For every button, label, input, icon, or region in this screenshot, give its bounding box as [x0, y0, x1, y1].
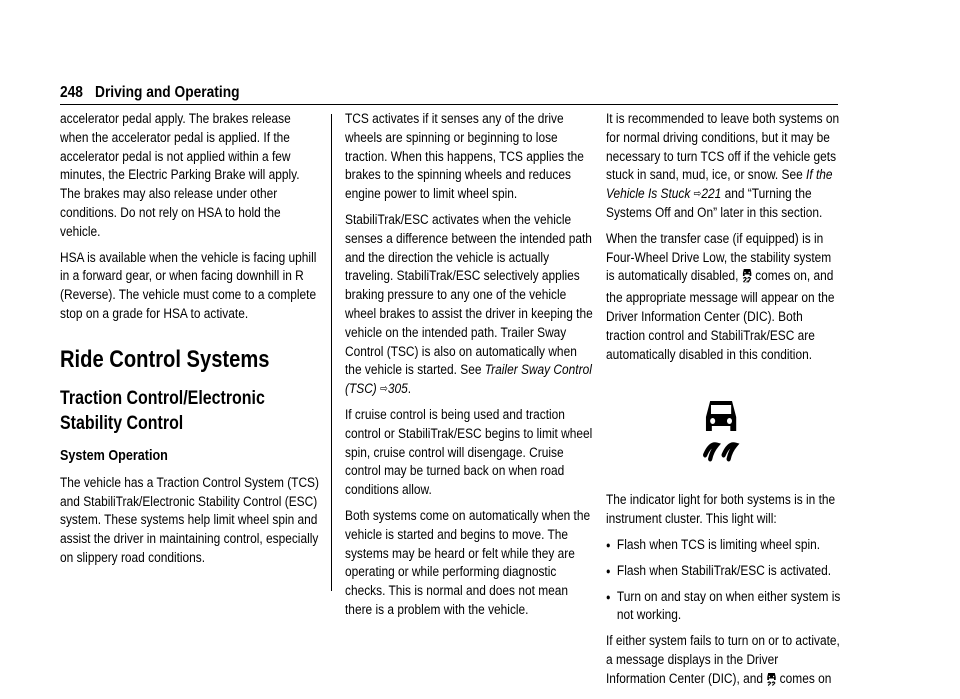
paragraph: Both systems come on automatically when the vehicle is started and begins to move. The systems may be heard or felt while they are operating or while performing diagnostic checks. This is normal and does not mean there is a problem with the vehicle.: [345, 507, 591, 618]
page-ref-number[interactable]: 221: [701, 186, 722, 203]
paragraph: TCS activates if it senses any of the drive wheels are spinning or beginning to lose traction. When this happens, TCS applies the brakes to the spinning wheels and reduces engine power to limit wheel spin.: [345, 111, 584, 203]
paragraph: When the transfer case (if equipped) is in Four-Wheel Drive Low, the stability system is automatically disabled, OFF comes on, and the appropriate message will appear on the Driver Information Center (DIC). Both traction control and StabiliTrak/ESC are automatically disabled in this condition.: [606, 230, 835, 363]
bullet-item: ● Flash when TCS is limiting wheel spin.: [606, 536, 840, 555]
paragraph: If either system fails to turn on or to activate, a message displays in the Driver Information Center (DIC), and comes on: [606, 632, 840, 691]
page-ref-arrow-icon: ⇨: [693, 188, 702, 201]
paragraph: The vehicle has a Traction Control System (TCS) and StabiliTrak/Electronic Stability Control (ESC) system. These systems help limit wheel spin and assist the driver in maintaining control, especially on slippery road conditions.: [60, 474, 319, 566]
traction-control-icon: [700, 397, 742, 463]
heading-traction-control: Traction Control/Electronic Stability Control: [60, 387, 265, 434]
page-header: [60, 84, 239, 102]
column-1: [60, 110, 322, 575]
page-number: 248: [60, 84, 83, 101]
page-ref-number[interactable]: 305: [387, 381, 408, 398]
page-ref-arrow-icon: ⇨: [380, 383, 388, 396]
traction-control-icon: [766, 672, 776, 692]
paragraph: The indicator light for both systems is in the instrument cluster. This light will:: [606, 492, 836, 528]
paragraph: If cruise control is being used and traction control or StabiliTrak/ESC begins to limit wheel spin, cruise control will disengage. Cruise control may be turned back on when road conditions allow.: [345, 406, 593, 499]
svg-text:OFF: OFF: [744, 280, 750, 284]
paragraph: HSA is available when the vehicle is facing uphill in a forward gear, or when facing downhill in R (Reverse). The vehicle must come to a complete stop on a grade for HSA to activate.: [60, 249, 317, 322]
cross-reference-link[interactable]: If the Vehicle Is Stuck: [606, 167, 833, 203]
column-2: [345, 110, 595, 627]
column-divider: [331, 114, 332, 591]
paragraph: StabiliTrak/ESC activates when the vehicle senses a difference between the intended path and the direction the vehicle is actually traveling. StabiliTrak/ESC selectively applies braking pressure to any one of the vehicle wheel brakes to assist the driver in keeping the vehicle on the intended path. Trailer Sway Control (TSC) is also on automatically when the vehicle is started. See Trailer Sway Control (TSC) ⇨305.: [345, 211, 593, 398]
paragraph: accelerator pedal apply. The brakes release when the accelerator pedal is applied. If the accelerator pedal is not applied within a few minutes, the Electric Parking Brake will apply. The brakes may also release under other conditions. Do not rely on HSA to hold the vehicle.: [60, 111, 300, 240]
paragraph: It is recommended to leave both systems on for normal driving conditions, but it may be necessary to turn TCS off if the vehicle gets stuck in sand, mud, ice, or snow. See If the Vehicle Is Stuck ⇨221 and “Turning the Systems Off and On” later in this section.: [606, 111, 840, 221]
heading-system-operation: System Operation: [60, 446, 168, 464]
indicator-figure: [606, 371, 840, 491]
header-rule: [60, 104, 838, 105]
column-3: [606, 110, 840, 699]
traction-off-icon: [742, 268, 752, 289]
bullet-item: ● Turn on and stay on when either system is not working.: [606, 588, 840, 626]
section-title: Driving and Operating: [95, 84, 240, 101]
cross-reference-link[interactable]: Trailer Sway Control (TSC): [345, 362, 592, 398]
heading-ride-control: Ride Control Systems: [60, 345, 270, 373]
bullet-item: ● Flash when StabiliTrak/ESC is activated.: [606, 562, 840, 581]
